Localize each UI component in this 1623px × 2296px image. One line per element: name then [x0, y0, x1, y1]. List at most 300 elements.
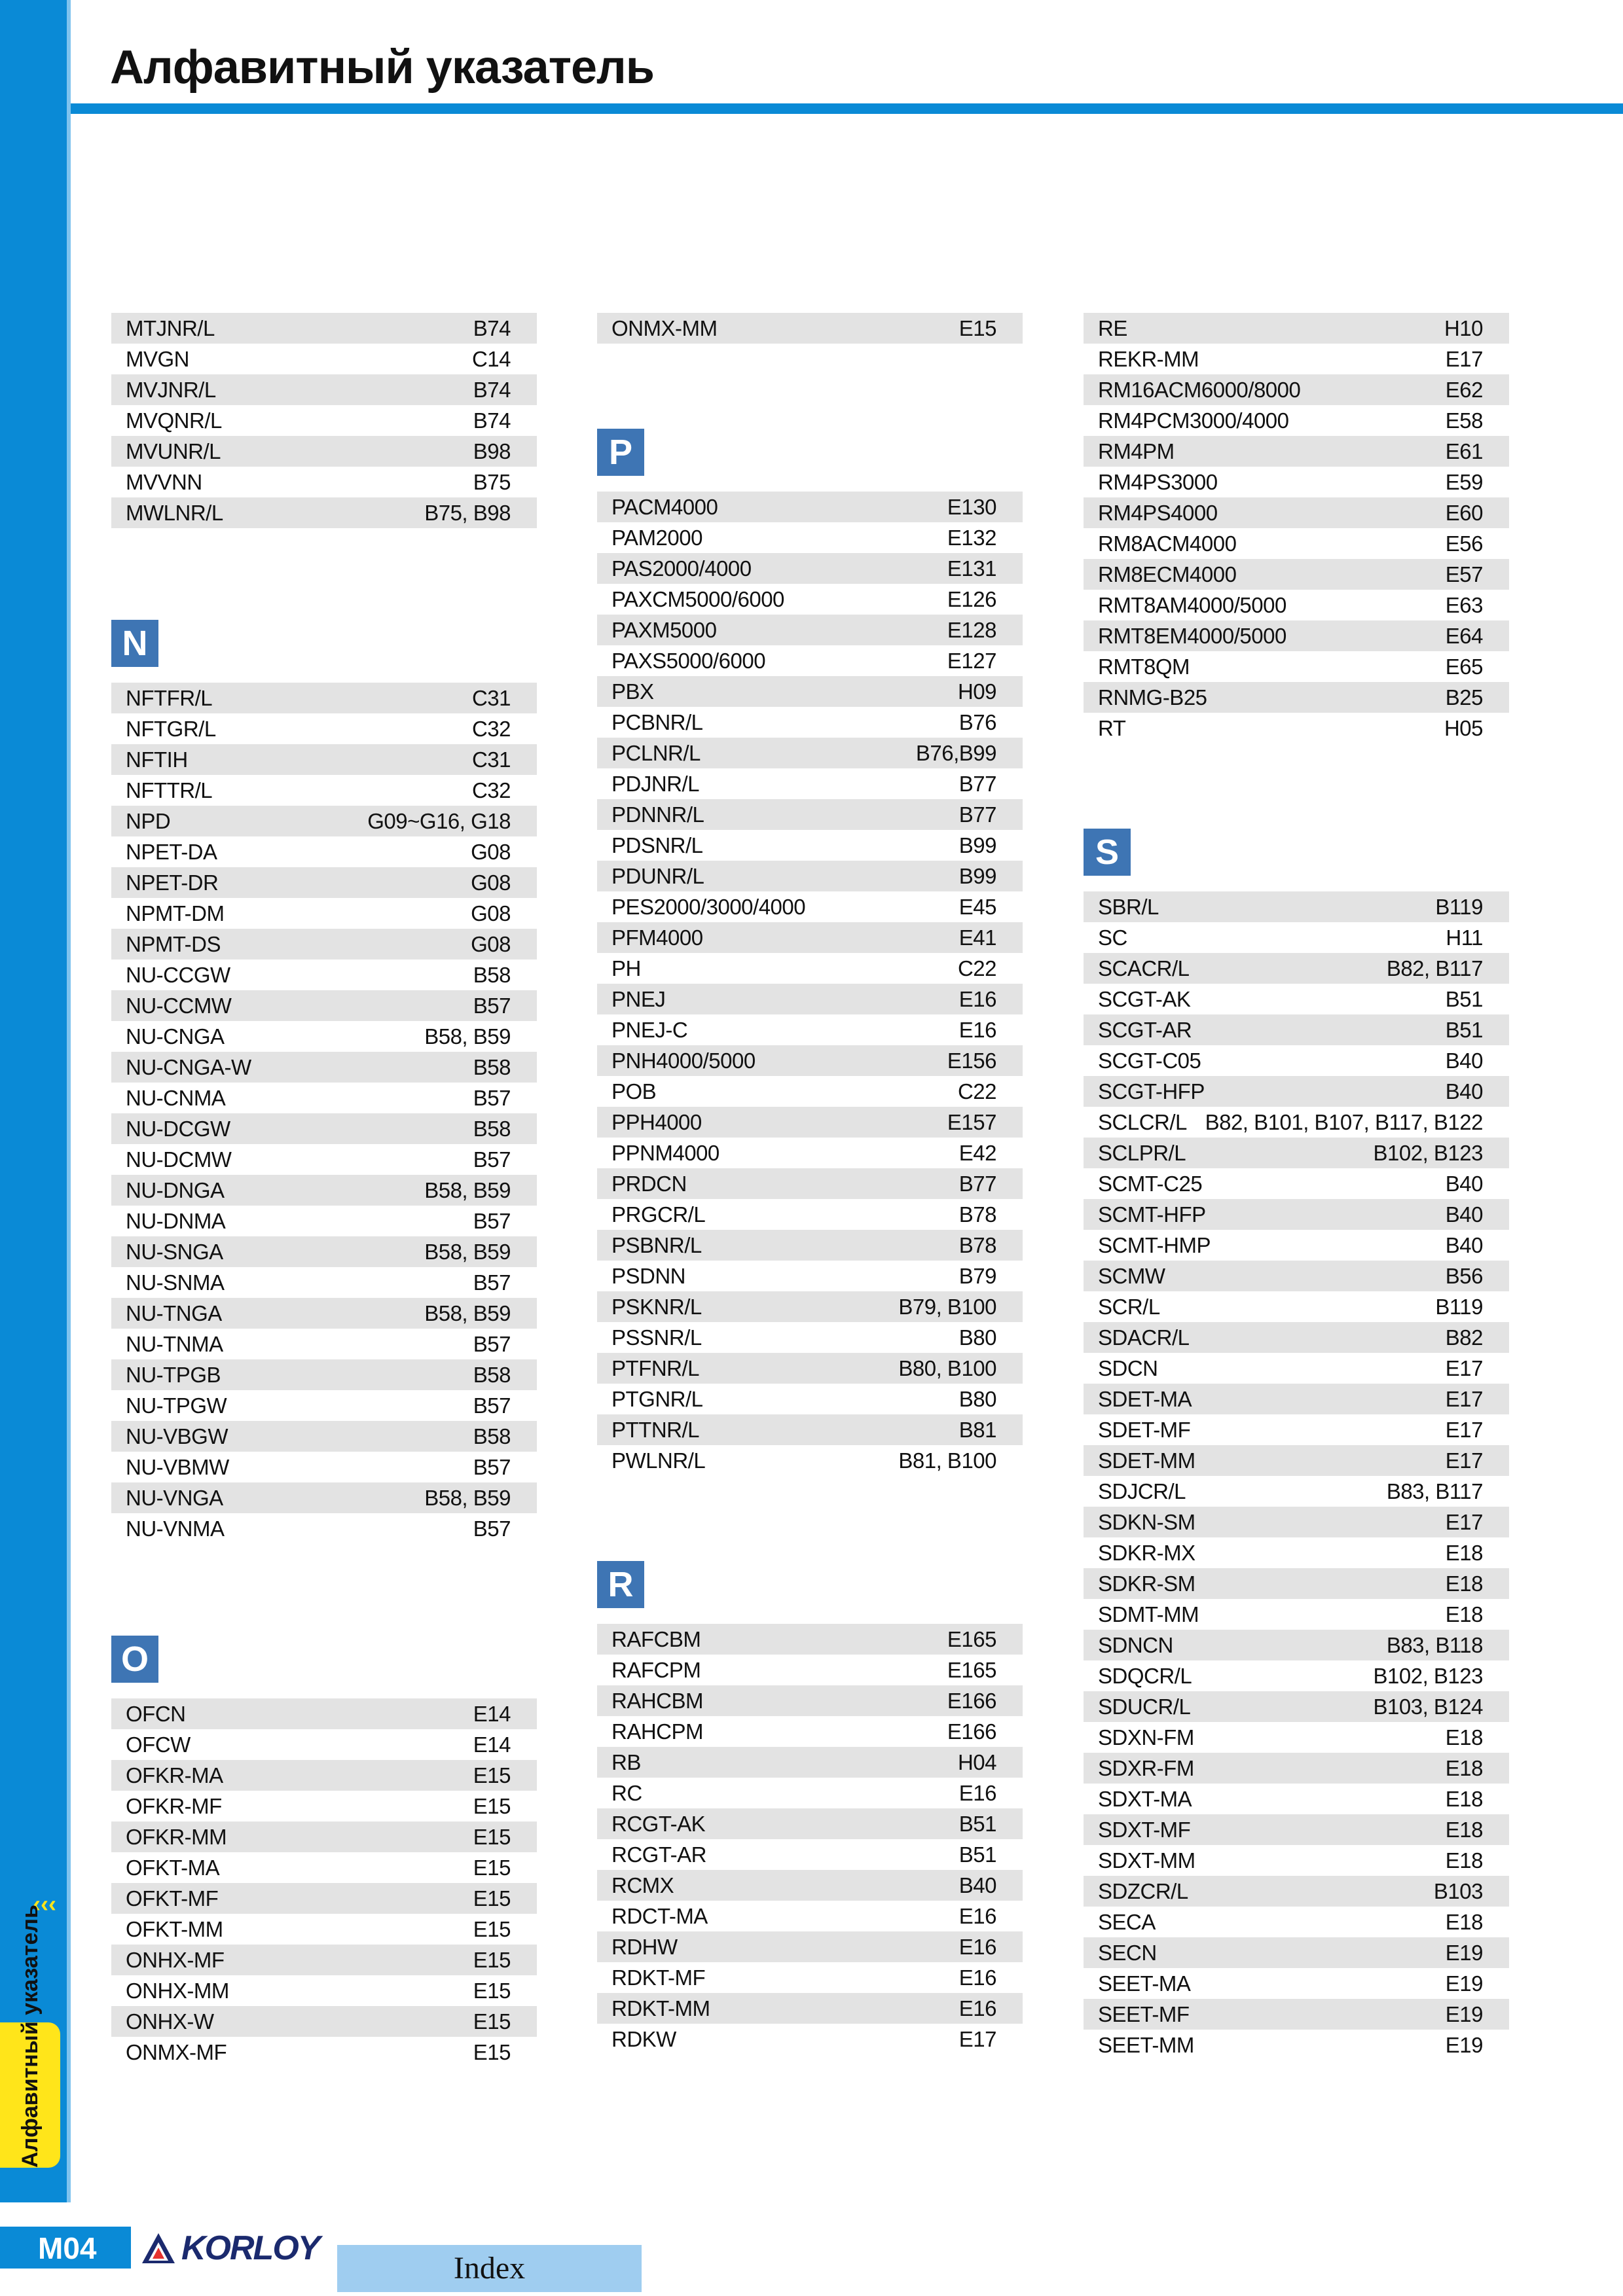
page-reference: B103: [1433, 1878, 1483, 1903]
index-entry[interactable]: [1084, 1014, 1509, 1045]
product-code: MWLNR/L: [126, 500, 223, 525]
index-entry[interactable]: [597, 313, 1023, 344]
page-reference: E19: [1445, 2001, 1483, 2026]
index-entry[interactable]: [111, 1883, 537, 1914]
index-entry[interactable]: [111, 344, 537, 374]
index-entry[interactable]: [1084, 1353, 1509, 1384]
index-entry[interactable]: [111, 405, 537, 436]
product-code: RMT8AM4000/5000: [1098, 592, 1286, 617]
index-entry[interactable]: [111, 1729, 537, 1760]
product-code: PCBNR/L: [611, 709, 703, 734]
index-entry[interactable]: [597, 953, 1023, 984]
product-code: RM8ECM4000: [1098, 562, 1237, 586]
index-entry[interactable]: [597, 615, 1023, 645]
index-entry[interactable]: [111, 867, 537, 898]
index-entry[interactable]: [597, 1778, 1023, 1808]
index-entry[interactable]: [1084, 1322, 1509, 1353]
index-group: [1084, 313, 1509, 744]
page-reference: C14: [471, 346, 511, 371]
index-entry[interactable]: [597, 984, 1023, 1014]
page-reference: E17: [1445, 1509, 1483, 1534]
index-entry[interactable]: [597, 1291, 1023, 1322]
page-reference: E16: [958, 1996, 996, 2020]
index-entry[interactable]: [1084, 1968, 1509, 1999]
product-code: RC: [611, 1780, 642, 1805]
index-entry[interactable]: [111, 1852, 537, 1883]
index-entry[interactable]: [1084, 1384, 1509, 1414]
index-entry[interactable]: [111, 1329, 537, 1359]
product-code: PES2000/3000/4000: [611, 894, 806, 919]
index-entry[interactable]: [1084, 1261, 1509, 1291]
index-entry[interactable]: [111, 467, 537, 497]
product-code: RCGT-AR: [611, 1842, 706, 1867]
index-entry[interactable]: [597, 1839, 1023, 1870]
product-code: NU-DCGW: [126, 1116, 230, 1141]
letter-badge-n: N: [111, 620, 158, 667]
product-code: SDET-MF: [1098, 1417, 1191, 1442]
index-entry[interactable]: [111, 1390, 537, 1421]
page-reference: E15: [473, 1916, 511, 1941]
product-code: NU-DNGA: [126, 1177, 225, 1202]
index-entry[interactable]: [1084, 1230, 1509, 1261]
page-reference: E42: [958, 1140, 996, 1165]
index-entry[interactable]: [597, 1685, 1023, 1716]
page-reference: B25: [1445, 685, 1483, 709]
page-reference: B77: [958, 802, 996, 827]
index-entry[interactable]: [597, 2024, 1023, 2054]
index-entry[interactable]: [111, 374, 537, 405]
page-reference: B57: [473, 1454, 511, 1479]
index-entry[interactable]: [1084, 1660, 1509, 1691]
index-entry[interactable]: [1084, 1507, 1509, 1537]
page-reference: E16: [958, 1017, 996, 1042]
index-entry[interactable]: [1084, 1076, 1509, 1107]
product-code: MVUNR/L: [126, 439, 221, 463]
index-entry[interactable]: [1084, 1568, 1509, 1599]
product-code: SDCN: [1098, 1355, 1158, 1380]
product-code: PNEJ-C: [611, 1017, 688, 1042]
index-entry[interactable]: [597, 922, 1023, 953]
index-entry[interactable]: [1084, 891, 1509, 922]
index-entry[interactable]: [1084, 559, 1509, 590]
page-reference: B83, B118: [1386, 1632, 1483, 1657]
index-entry[interactable]: [597, 584, 1023, 615]
product-code: MVJNR/L: [126, 377, 216, 402]
product-code: SDXT-MM: [1098, 1848, 1195, 1873]
product-code: NU-TPGB: [126, 1362, 221, 1387]
index-group: [597, 492, 1023, 1476]
index-entry[interactable]: [1084, 620, 1509, 651]
index-entry[interactable]: [597, 768, 1023, 799]
product-code: NPET-DR: [126, 870, 219, 895]
index-entry[interactable]: [111, 806, 537, 836]
product-code: SBR/L: [1098, 894, 1159, 919]
index-entry[interactable]: [111, 1975, 537, 2006]
product-code: PNH4000/5000: [611, 1048, 756, 1073]
page-reference: B57: [473, 993, 511, 1018]
product-code: SEET-MA: [1098, 1971, 1191, 1996]
index-entry[interactable]: [597, 492, 1023, 522]
page-reference: B58, B59: [424, 1177, 511, 1202]
index-entry[interactable]: [1084, 1753, 1509, 1784]
index-entry[interactable]: [1084, 1814, 1509, 1845]
index-entry[interactable]: [1084, 651, 1509, 682]
index-entry[interactable]: [111, 1267, 537, 1298]
index-entry[interactable]: [1084, 1537, 1509, 1568]
index-group: [111, 683, 537, 1544]
index-entry[interactable]: [1084, 1630, 1509, 1660]
index-entry[interactable]: [1084, 1476, 1509, 1507]
index-entry[interactable]: [597, 1014, 1023, 1045]
index-entry[interactable]: [1084, 528, 1509, 559]
page-reference: E62: [1445, 377, 1483, 402]
product-code: SDQCR/L: [1098, 1663, 1192, 1688]
index-entry[interactable]: [1084, 1199, 1509, 1230]
index-entry[interactable]: [111, 436, 537, 467]
index-entry[interactable]: [597, 1716, 1023, 1747]
index-entry[interactable]: [1084, 1107, 1509, 1138]
page-reference: E57: [1445, 562, 1483, 586]
index-entry[interactable]: [1084, 1291, 1509, 1322]
page-reference: E18: [1445, 1755, 1483, 1780]
index-entry[interactable]: [597, 1322, 1023, 1353]
page-reference: B40: [1445, 1232, 1483, 1257]
index-entry[interactable]: [1084, 1876, 1509, 1907]
page-reference: E18: [1445, 1725, 1483, 1749]
page-reference: E15: [473, 1855, 511, 1880]
page-title: Алфавитный указатель: [110, 41, 654, 94]
index-entry[interactable]: [111, 713, 537, 744]
index-entry[interactable]: [597, 799, 1023, 830]
page-reference: B82: [1445, 1325, 1483, 1350]
index-entry[interactable]: [111, 1760, 537, 1791]
index-entry[interactable]: [1084, 1445, 1509, 1476]
page-reference: B77: [958, 771, 996, 796]
index-entry[interactable]: [1084, 1691, 1509, 1722]
index-entry[interactable]: [111, 1113, 537, 1144]
page-reference: B79, B100: [898, 1294, 996, 1319]
index-entry[interactable]: [111, 1452, 537, 1482]
index-entry[interactable]: [597, 1624, 1023, 1655]
index-entry[interactable]: [1084, 436, 1509, 467]
product-code: NU-CNGA-W: [126, 1054, 251, 1079]
page-reference: E64: [1445, 623, 1483, 648]
index-entry[interactable]: [597, 1414, 1023, 1445]
product-code: NPMT-DM: [126, 901, 225, 925]
index-entry[interactable]: [111, 1359, 537, 1390]
index-entry[interactable]: [597, 1230, 1023, 1261]
index-column-3: [1084, 313, 1509, 2060]
index-entry[interactable]: [111, 1791, 537, 1821]
index-entry[interactable]: [597, 522, 1023, 553]
page-reference: E45: [958, 894, 996, 919]
product-code: NFTFR/L: [126, 685, 213, 710]
index-entry[interactable]: [111, 1206, 537, 1236]
page-reference: B77: [958, 1171, 996, 1196]
product-code: SDMT-MM: [1098, 1602, 1199, 1626]
product-code: NU-CNMA: [126, 1085, 226, 1110]
page-reference: E19: [1445, 1971, 1483, 1996]
page-reference: B57: [473, 1331, 511, 1356]
index-entry[interactable]: [1084, 1784, 1509, 1814]
index-entry[interactable]: [111, 2037, 537, 2068]
index-entry[interactable]: [597, 1808, 1023, 1839]
product-code: PSBNR/L: [611, 1232, 702, 1257]
page-reference: E132: [947, 525, 996, 550]
letter-badge-p: P: [597, 429, 644, 476]
index-entry[interactable]: [597, 1107, 1023, 1138]
product-code: RNMG-B25: [1098, 685, 1207, 709]
index-entry[interactable]: [597, 861, 1023, 891]
page-reference: E130: [947, 494, 996, 519]
index-entry[interactable]: [111, 497, 537, 528]
product-code: ONHX-W: [126, 2009, 214, 2034]
product-code: MVVNN: [126, 469, 202, 494]
index-entry[interactable]: [597, 891, 1023, 922]
index-entry[interactable]: [597, 1199, 1023, 1230]
page-reference: H09: [957, 679, 996, 704]
index-entry[interactable]: [597, 553, 1023, 584]
index-entry[interactable]: [597, 1901, 1023, 1931]
page-reference: B57: [473, 1270, 511, 1295]
page-reference: B74: [473, 315, 511, 340]
index-entry[interactable]: [597, 1076, 1023, 1107]
product-code: MTJNR/L: [126, 315, 215, 340]
page-reference: E14: [473, 1701, 511, 1726]
index-entry[interactable]: [597, 830, 1023, 861]
product-code: PPNM4000: [611, 1140, 720, 1165]
product-code: NFTIH: [126, 747, 188, 772]
product-code: NU-CCMW: [126, 993, 232, 1018]
index-entry[interactable]: [111, 1421, 537, 1452]
product-code: SCMW: [1098, 1263, 1165, 1288]
page-reference: E15: [473, 1947, 511, 1972]
page-reference: E16: [958, 1965, 996, 1990]
header-rule: [71, 103, 1623, 114]
product-code: PAXS5000/6000: [611, 648, 766, 673]
index-entry[interactable]: [597, 738, 1023, 768]
index-entry[interactable]: [597, 676, 1023, 707]
product-code: RMT8QM: [1098, 654, 1190, 679]
index-entry[interactable]: [111, 1083, 537, 1113]
index-entry[interactable]: [597, 1870, 1023, 1901]
side-tab[interactable]: [0, 1905, 60, 2168]
product-code: SCACR/L: [1098, 956, 1190, 980]
index-entry[interactable]: [1084, 1937, 1509, 1968]
index-entry[interactable]: [1084, 1845, 1509, 1876]
product-code: PSDNN: [611, 1263, 686, 1288]
page-reference: H10: [1444, 315, 1483, 340]
index-entry[interactable]: [111, 1175, 537, 1206]
index-entry[interactable]: [1084, 984, 1509, 1014]
product-code: SDACR/L: [1098, 1325, 1190, 1350]
product-code: NU-CNGA: [126, 1024, 225, 1049]
page-reference: B82, B101, B107, B117, B122: [1205, 1109, 1483, 1134]
index-entry[interactable]: [111, 1298, 537, 1329]
index-entry[interactable]: [111, 744, 537, 775]
product-code: SDKR-MX: [1098, 1540, 1195, 1565]
index-entry[interactable]: [1084, 1907, 1509, 1937]
page-reference: H11: [1446, 925, 1483, 950]
page-reference: E16: [958, 1934, 996, 1959]
index-entry[interactable]: [597, 1655, 1023, 1685]
index-entry[interactable]: [111, 1945, 537, 1975]
product-code: POB: [611, 1079, 657, 1103]
page-reference: E18: [1445, 1602, 1483, 1626]
index-entry[interactable]: [1084, 953, 1509, 984]
index-entry[interactable]: [111, 775, 537, 806]
index-entry[interactable]: [111, 1144, 537, 1175]
index-entry[interactable]: [1084, 1999, 1509, 2030]
page-reference: B75: [473, 469, 511, 494]
index-column-1: [111, 313, 537, 2068]
index-entry[interactable]: [111, 836, 537, 867]
page-reference: H05: [1444, 715, 1483, 740]
index-tab[interactable]: [337, 2245, 642, 2292]
product-code: SDXT-MA: [1098, 1786, 1192, 1811]
index-entry[interactable]: [597, 1353, 1023, 1384]
index-entry[interactable]: [111, 313, 537, 344]
page-reference: B58: [473, 1116, 511, 1141]
index-entry[interactable]: [1084, 682, 1509, 713]
page-reference: E15: [473, 1763, 511, 1787]
index-entry[interactable]: [111, 1021, 537, 1052]
index-entry[interactable]: [597, 1931, 1023, 1962]
page-reference: B57: [473, 1516, 511, 1541]
product-code: RDKW: [611, 2026, 676, 2051]
index-entry[interactable]: [111, 929, 537, 960]
product-code: SECA: [1098, 1909, 1156, 1934]
index-column-2: [597, 313, 1023, 2054]
index-group: [597, 1624, 1023, 2054]
index-entry[interactable]: [111, 1482, 537, 1513]
index-entry[interactable]: [597, 1962, 1023, 1993]
index-entry[interactable]: [597, 1445, 1023, 1476]
page-reference: B40: [1445, 1048, 1483, 1073]
index-entry[interactable]: [597, 1747, 1023, 1778]
index-entry[interactable]: [597, 1993, 1023, 2024]
index-entry[interactable]: [1084, 1722, 1509, 1753]
index-entry[interactable]: [1084, 344, 1509, 374]
index-entry[interactable]: [111, 1914, 537, 1945]
product-code: SEET-MM: [1098, 2032, 1194, 2057]
product-code: RAFCBM: [611, 1626, 701, 1651]
index-entry[interactable]: [111, 1052, 537, 1083]
index-entry[interactable]: [1084, 1168, 1509, 1199]
page-reference: B80: [958, 1325, 996, 1350]
page-reference: G09~G16, G18: [367, 808, 511, 833]
korloy-logo-icon: [141, 2232, 176, 2265]
index-entry[interactable]: [597, 1384, 1023, 1414]
index-tab-label: Index: [453, 2251, 526, 2286]
index-entry[interactable]: [597, 645, 1023, 676]
product-code: NU-TNMA: [126, 1331, 223, 1356]
index-entry[interactable]: [1084, 497, 1509, 528]
index-entry[interactable]: [111, 898, 537, 929]
page-reference: B58: [473, 1362, 511, 1387]
index-entry[interactable]: [111, 960, 537, 990]
product-code: RMT8EM4000/5000: [1098, 623, 1286, 648]
index-entry[interactable]: [1084, 405, 1509, 436]
index-entry[interactable]: [1084, 467, 1509, 497]
page-reference: C32: [471, 716, 511, 741]
product-code: SCGT-AR: [1098, 1017, 1192, 1042]
index-entry[interactable]: [111, 2006, 537, 2037]
product-code: NU-VBGW: [126, 1424, 228, 1448]
product-code: SCGT-AK: [1098, 986, 1191, 1011]
product-code: SDET-MM: [1098, 1448, 1195, 1473]
page-reference: E17: [1445, 1386, 1483, 1411]
index-entry[interactable]: [1084, 922, 1509, 953]
index-entry[interactable]: [111, 1513, 537, 1544]
page-reference: B99: [958, 833, 996, 857]
page-reference: E15: [473, 1824, 511, 1849]
product-code: PCLNR/L: [611, 740, 701, 765]
index-entry[interactable]: [597, 1261, 1023, 1291]
index-entry[interactable]: [1084, 713, 1509, 744]
index-entry[interactable]: [597, 1138, 1023, 1168]
chevron-left-icon[interactable]: ‹‹‹: [33, 1890, 56, 1917]
index-entry[interactable]: [597, 1168, 1023, 1199]
page-reference: E166: [947, 1688, 996, 1713]
product-code: OFCN: [126, 1701, 186, 1726]
index-entry[interactable]: [111, 1698, 537, 1729]
index-entry[interactable]: [1084, 374, 1509, 405]
index-group: [1084, 891, 1509, 2060]
index-entry[interactable]: [1084, 313, 1509, 344]
side-tab-label: Алфавитный указатель: [18, 1905, 43, 2168]
index-entry[interactable]: [1084, 1045, 1509, 1076]
page-reference: B58, B59: [424, 1300, 511, 1325]
page-reference: B75, B98: [424, 500, 511, 525]
product-code: SDXN-FM: [1098, 1725, 1194, 1749]
product-code: RDHW: [611, 1934, 678, 1959]
index-entry[interactable]: [597, 1045, 1023, 1076]
index-entry[interactable]: [1084, 1414, 1509, 1445]
page-reference: E165: [947, 1626, 996, 1651]
page-reference: B40: [958, 1873, 996, 1897]
page-reference: E16: [958, 1780, 996, 1805]
page-reference: B78: [958, 1202, 996, 1227]
index-entry[interactable]: [111, 1821, 537, 1852]
index-entry[interactable]: [1084, 2030, 1509, 2060]
product-code: RM4PM: [1098, 439, 1175, 463]
index-entry[interactable]: [1084, 1138, 1509, 1168]
product-code: OFCW: [126, 1732, 191, 1757]
product-code: RDCT-MA: [611, 1903, 708, 1928]
page-reference: B119: [1435, 1294, 1483, 1319]
page-reference: E17: [1445, 346, 1483, 371]
page-reference: B51: [958, 1811, 996, 1836]
index-entry[interactable]: [1084, 590, 1509, 620]
index-entry[interactable]: [111, 683, 537, 713]
product-code: MVGN: [126, 346, 189, 371]
page-reference: E63: [1445, 592, 1483, 617]
page-reference: B99: [958, 863, 996, 888]
page-reference: B57: [473, 1147, 511, 1172]
page-number: M04: [38, 2231, 97, 2265]
index-group: [597, 313, 1023, 344]
page-reference: B51: [1445, 986, 1483, 1011]
product-code: NU-DCMW: [126, 1147, 232, 1172]
index-entry[interactable]: [597, 707, 1023, 738]
index-entry[interactable]: [1084, 1599, 1509, 1630]
page-reference: B58: [473, 1424, 511, 1448]
page-reference: E17: [1445, 1417, 1483, 1442]
index-entry[interactable]: [111, 1236, 537, 1267]
page-reference: B102, B123: [1373, 1140, 1483, 1165]
index-entry[interactable]: [111, 990, 537, 1021]
